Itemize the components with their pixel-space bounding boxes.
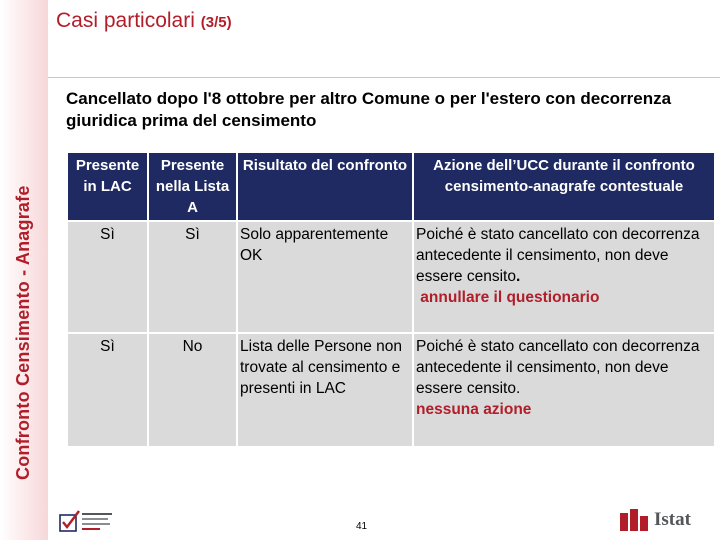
istat-wordmark: Istat xyxy=(654,509,691,530)
azione-note: annullare il questionario xyxy=(416,289,600,306)
istat-mark-icon xyxy=(620,509,650,531)
page-number: 41 xyxy=(356,521,368,532)
table-row xyxy=(68,334,714,446)
azione-note: nessuna azione xyxy=(416,401,532,418)
cell-risultato: Lista delle Persone non trovate al censimento e presenti in LAC xyxy=(238,334,412,446)
cases-table xyxy=(66,151,716,448)
cell-azione xyxy=(414,222,714,332)
header-risultato: Risultato del confronto xyxy=(238,153,412,220)
cell-lac: Sì xyxy=(68,222,147,332)
slide-title-counter: (3/5) xyxy=(200,14,232,31)
cell-lista-a: No xyxy=(149,334,236,446)
header-presente-lac: Presente in LAC xyxy=(68,153,147,220)
sidebar-label: Confronto Censimento - Anagrafe xyxy=(13,185,33,480)
slide-title-text: Casi particolari xyxy=(56,9,195,32)
cell-lac: Sì xyxy=(68,334,147,446)
cell-risultato: Solo apparentemente OK xyxy=(238,222,412,332)
slide-heading: Cancellato dopo l'8 ottobre per altro Comune o per l'estero con decorrenza giuridica prima del censimento xyxy=(66,89,672,130)
cell-azione xyxy=(414,334,714,446)
azione-end: . xyxy=(515,268,521,285)
azione-text: Poiché è stato cancellato con decorrenza antecedente il censimento, non deve essere censito xyxy=(416,226,700,285)
census-logo xyxy=(58,507,118,537)
cell-lista-a: Sì xyxy=(149,222,236,332)
header-presente-lista-a: Presente nella Lista A xyxy=(149,153,236,220)
title-divider xyxy=(48,77,720,78)
table-header-row xyxy=(68,153,714,220)
header-azione: Azione dell’UCC durante il confronto censimento-anagrafe contestuale xyxy=(414,153,714,220)
azione-text: Poiché è stato cancellato con decorrenza antecedente il censimento, non deve essere censito. xyxy=(416,338,700,397)
table-row xyxy=(68,222,714,332)
istat-logo xyxy=(620,509,700,533)
sidebar-band xyxy=(0,0,48,540)
slide-title xyxy=(56,9,232,33)
